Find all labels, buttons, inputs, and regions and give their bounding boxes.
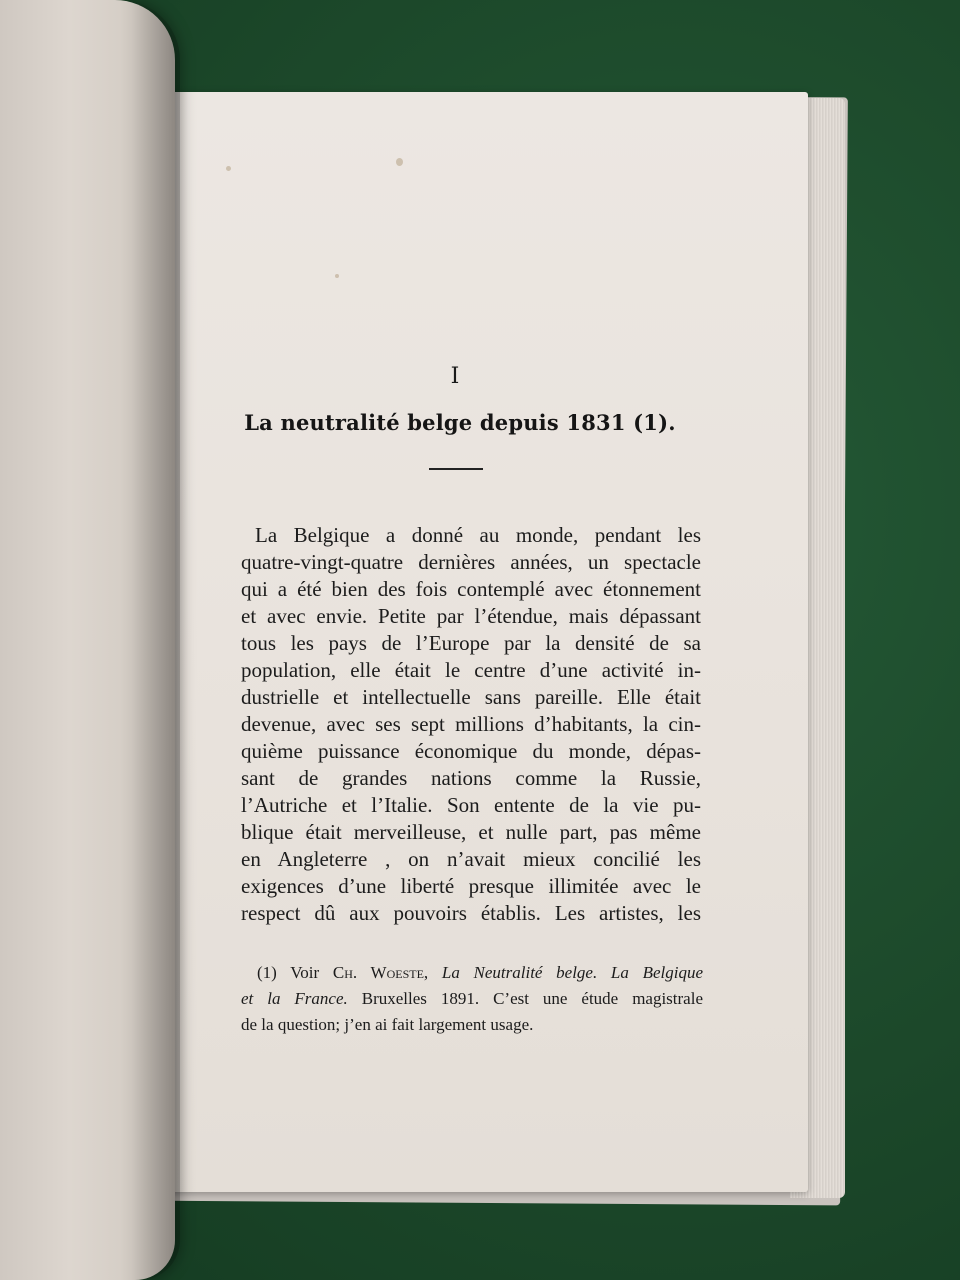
footnote: [241, 960, 703, 1038]
text-line: tous les pays de l’Europe par la densité de sa: [241, 631, 701, 655]
left-page-shadow: [120, 0, 180, 1280]
footnote-work: La Neutralité belge. La Belgique: [441, 963, 703, 982]
foxing-spot: [226, 166, 231, 171]
body-paragraph: [241, 522, 701, 927]
footnote-rest: Bruxelles 1891. C’est une étude magistrale: [361, 989, 704, 1008]
text-line: sant de grandes nations comme la Russie,: [241, 766, 701, 790]
text-line: La Belgique a donné au monde, pendant les: [255, 523, 701, 547]
text-line: exigences d’une liberté presque illimitée avec le: [241, 874, 701, 898]
foxing-spot: [335, 274, 339, 278]
text-line: quatre-vingt-quatre dernières années, un spectacle: [241, 550, 701, 574]
foxing-spot: [396, 158, 403, 166]
footnote-author: Ch. Woeste,: [332, 963, 429, 982]
chapter-title-text: La neutralité belge depuis 1831: [244, 410, 626, 435]
text-line: blique était merveilleuse, et nulle part, pas même: [241, 820, 701, 844]
chapter-title-note: (1).: [633, 410, 676, 435]
chapter-number: I: [450, 364, 460, 389]
title-rule: [429, 468, 483, 470]
footnote-line-1: [241, 960, 703, 986]
footnote-line-2: [241, 986, 703, 1012]
text-line: population, elle était le centre d’une activité in-: [241, 658, 701, 682]
footnote-marker: (1) Voir: [257, 963, 320, 982]
text-line: devenue, avec ses sept millions d’habitants, la cin-: [241, 712, 701, 736]
text-line: l’Autriche et l’Italie. Son entente de la vie pu-: [241, 793, 701, 817]
footnote-line-3: de la question; j’en ai fait largement usage.: [241, 1015, 534, 1034]
text-line: dustrielle et intellectuelle sans pareille. Elle était: [241, 685, 701, 709]
text-line: et avec envie. Petite par l’étendue, mais dépassant: [241, 604, 701, 628]
footnote-work-cont: et la France.: [241, 989, 348, 1008]
text-line: respect dû aux pouvoirs établis. Les artistes, les: [241, 901, 701, 925]
chapter-title: [230, 410, 690, 435]
text-line: quième puissance économique du monde, dépas-: [241, 739, 701, 763]
text-line: en Angleterre , on n’avait mieux concilié les: [241, 847, 701, 871]
text-line: qui a été bien des fois contemplé avec étonnement: [241, 577, 701, 601]
